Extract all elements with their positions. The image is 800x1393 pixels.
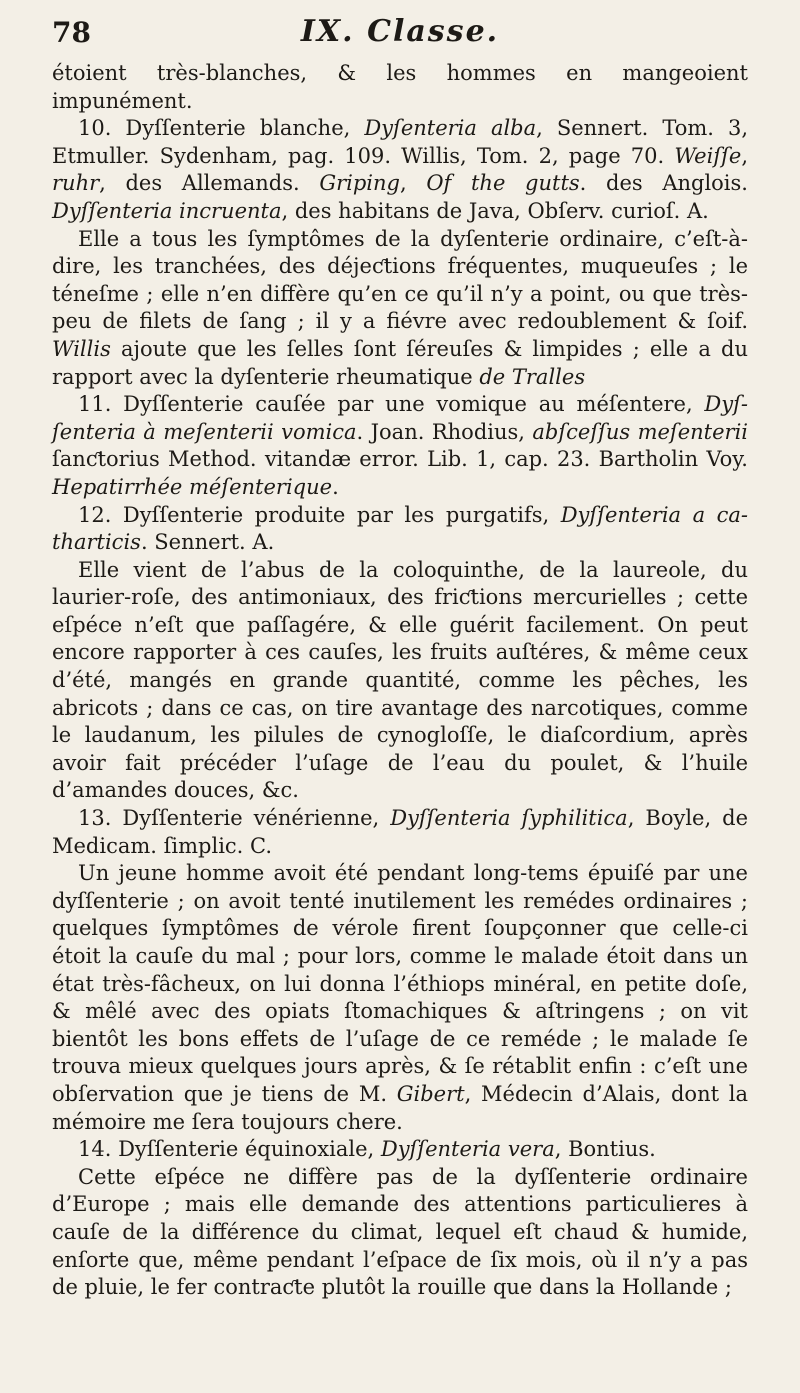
paragraph: Elle a tous les ſymptômes de la dyſenterie ordinaire, c’eſt-à-dire, les tranchées, des déjeƈtions fréquentes, muqueuſes ; le téneſme ; elle n’en diffère qu’en ce qu’il n’y a point, ou que très-peu de filets de ſang ; il y a fiévre avec redoublement & ſoif. Willis ajoute que les ſelles ſont ſéreuſes & limpides ; elle a du rapport avec la dyſenterie rheumatique de Tralles: [52, 226, 748, 389]
body-text: [52, 60, 748, 1302]
paragraph: étoient très-blanches, & les hommes en mangeoient impunément.: [52, 61, 748, 113]
paragraph: Elle vient de l’abus de la coloquinthe, de la laureole, du laurier-roſe, des antimoniaux, des friƈtions mercurielles ; cette eſpéce n’eſt que paſſagére, & elle guérit facilement. On peut encore rapporter à ces cauſes, les fruits auſtéres, & même ceux d’été, mangés en grande quantité, comme les pêches, les abricots ; dans ce cas, on tire avantage des narcotiques, comme le laudanum, les pilules de cynogloſſe, le diaſcordium, après avoir fait précéder l’uſage de l’eau du poulet, & l’huile d’amandes douces, &c.: [52, 557, 748, 803]
paragraph: 12. Dyſſenterie produite par les purgatifs, Dyſſenteria a ca-tharticis. Sennert. A.: [52, 502, 748, 555]
paragraph: Un jeune homme avoit été pendant long-tems épuiſé par une dyſſenterie ; on avoit tenté inutilement les remédes ordinaires ; quelques ſymptômes de vérole firent ſoupçonner que celle-ci étoit la cauſe du mal ; pour lors, comme le malade étoit dans un état très-fâcheux, on lui donna l’éthiops minéral, en petite doſe, & mêlé avec des opiats ſtomachiques & aſtringens ; on vit bientôt les bons effets de l’uſage de ce reméde ; le malade ſe trouva mieux quelques jours après, & ſe rétablit enfin : c’eſt une obſervation que je tiens de M. Gibert, Médecin d’Alais, dont la mémoire me ſera toujours chere.: [52, 861, 749, 1134]
paragraph: 14. Dyſſenterie équinoxiale, Dyſſenteria vera, Bontius.: [78, 1137, 656, 1162]
running-title: IX. Classe.: [300, 14, 500, 49]
page-header: [52, 14, 748, 60]
paragraph: 10. Dyſſenterie blanche, Dyſenteria alba, Sennert. Tom. 3, Etmuller. Sydenham, pag. 109. Willis, Tom. 2, page 70. Weiſſe, ruhr, des Allemands. Griping, Of the gutts. des Anglois. Dyſſenteria incruenta, des habitans de Java, Obſerv. curioſ. A.: [52, 116, 748, 223]
page-number: 78: [52, 16, 91, 49]
paragraph: Cette eſpéce ne diffère pas de la dyſſenterie ordinaire d’Europe ; mais elle demande des attentions particulieres à cauſe de la différence du climat, lequel eſt chaud & humide, enſorte que, même pendant l’eſpace de ſix mois, où il n’y a pas de pluie, le fer contraƈte plutôt la rouille que dans la Hollande ;: [52, 1164, 748, 1300]
paragraph: 11. Dyſſenterie cauſée par une vomique au méſentere, Dyſ-ſenteria à meſenterii vomica. Joan. Rhodius, abſceſſus meſenterii ſanƈtorius Method. vitandæ error. Lib. 1, cap. 23. Bartholin Voy. Hepatirrhée méſenterique.: [52, 392, 748, 499]
paragraph: 13. Dyſſenterie vénérienne, Dyſſenteria ſyphilitica, Boyle, de Medicam. ſimplic. C.: [52, 806, 748, 858]
